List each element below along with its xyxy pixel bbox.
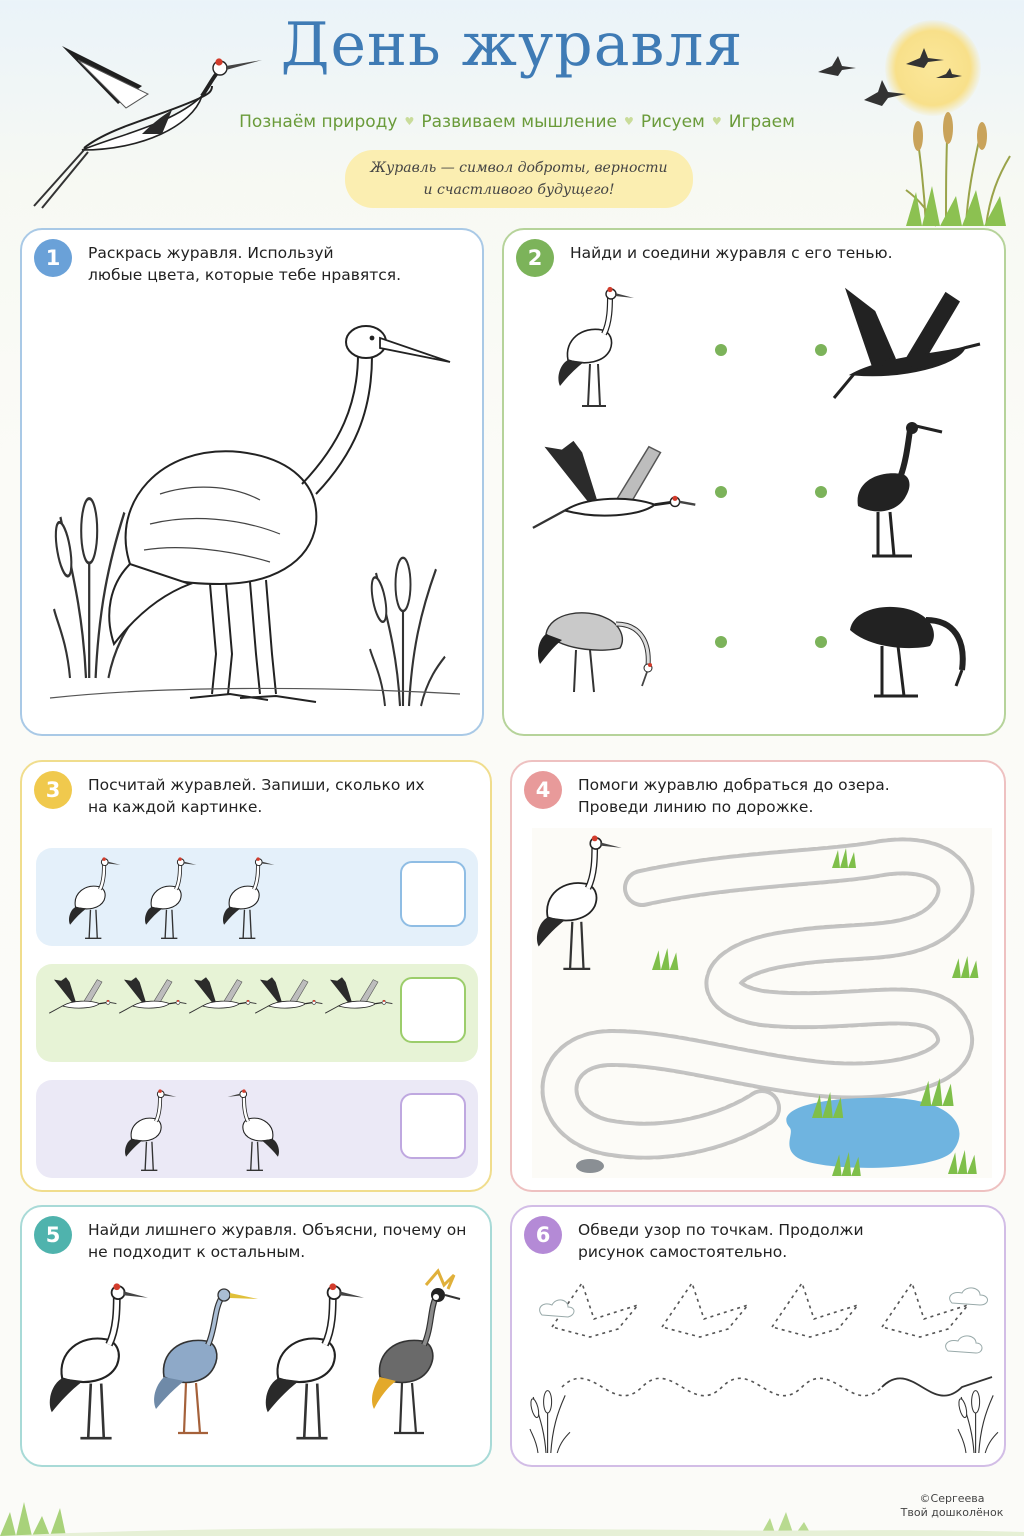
shadow-flying [834, 288, 984, 408]
task-number-badge: 2 [516, 239, 554, 277]
task-instruction [570, 242, 893, 264]
crane-group [48, 976, 388, 1056]
bottom-grass-decoration [0, 1472, 1024, 1536]
task-card-shadow-match [502, 228, 1006, 736]
match-dot-left[interactable] [715, 636, 727, 648]
bird-option-white-crane[interactable] [260, 1277, 370, 1447]
shadow-feeding [842, 590, 982, 700]
answer-box[interactable] [400, 977, 466, 1043]
task-text-line: не подходит к остальным. [88, 1243, 306, 1261]
copyright-credit [890, 1492, 1014, 1520]
motto-line: и счастливого будущего! [423, 182, 615, 198]
subtitle-item: Познаём природу [239, 112, 398, 132]
task-text-line: Найди лишнего журавля. Объясни, почему он [88, 1221, 467, 1239]
heart-icon: ♥ [711, 115, 722, 128]
task-instruction [88, 774, 425, 818]
match-dot-right[interactable] [815, 636, 827, 648]
subtitle [0, 112, 1024, 132]
crane-coloring-outline[interactable] [40, 294, 470, 724]
match-dot-left[interactable] [715, 344, 727, 356]
task-text-line: Найди и соедини журавля с его тенью. [570, 244, 893, 262]
task-text-line: Посчитай журавлей. Запиши, сколько их [88, 776, 425, 794]
task-card-maze [510, 760, 1006, 1192]
task-text-line: Обведи узор по точкам. Продолжи [578, 1221, 864, 1239]
motto-banner [345, 150, 693, 208]
task-text-line: любые цвета, которые тебе нравятся. [88, 266, 402, 284]
crane-flying-picture [530, 438, 700, 558]
match-dot-left[interactable] [715, 486, 727, 498]
task-card-tracing [510, 1205, 1006, 1467]
crane-feeding-picture [536, 594, 676, 714]
task-text-line: Раскрась журавля. Используй [88, 244, 334, 262]
bird-option-grey-heron[interactable] [150, 1277, 260, 1447]
count-row [36, 964, 478, 1062]
task-instruction [578, 774, 890, 818]
task-card-coloring [20, 228, 484, 736]
task-text-line: Помоги журавлю добраться до озера. [578, 776, 890, 794]
task-card-counting [20, 760, 492, 1192]
task-text-line: рисунок самостоятельно. [578, 1243, 788, 1261]
match-dot-right[interactable] [815, 486, 827, 498]
task-instruction [88, 242, 401, 286]
answer-box[interactable] [400, 861, 466, 927]
credit-line: Твой дошколёнок [900, 1506, 1004, 1519]
heart-icon: ♥ [404, 115, 415, 128]
task-card-odd-one-out [20, 1205, 492, 1467]
crane-standing-picture [554, 282, 654, 422]
answer-box[interactable] [400, 1093, 466, 1159]
task-number-badge: 4 [524, 771, 562, 809]
task-number-badge: 1 [34, 239, 72, 277]
bird-option-crowned-crane[interactable] [366, 1269, 476, 1449]
task-text-line: Проведи линию по дорожке. [578, 798, 814, 816]
tracing-pattern[interactable] [522, 1277, 1002, 1457]
match-dot-right[interactable] [815, 344, 827, 356]
subtitle-item: Рисуем [640, 112, 705, 132]
crane-group [122, 1086, 302, 1176]
task-number-badge: 5 [34, 1216, 72, 1254]
motto-line: Журавль — символ доброты, верности [370, 160, 668, 176]
crane-start-picture [532, 830, 632, 980]
count-row [36, 848, 478, 946]
heart-icon: ♥ [624, 115, 634, 128]
bird-option-white-crane[interactable] [44, 1277, 154, 1447]
task-text-line: на каждой картинке. [88, 798, 263, 816]
shadow-standing [848, 416, 958, 556]
count-row [36, 1080, 478, 1178]
task-instruction [578, 1219, 864, 1263]
task-number-badge: 3 [34, 771, 72, 809]
subtitle-item: Развиваем мышление [421, 112, 618, 132]
task-instruction [88, 1219, 466, 1263]
subtitle-item: Играем [728, 112, 795, 132]
page-title: День журавля [280, 10, 744, 80]
crane-group [66, 854, 326, 944]
task-number-badge: 6 [524, 1216, 562, 1254]
credit-line: ©Сергеева [919, 1492, 985, 1505]
